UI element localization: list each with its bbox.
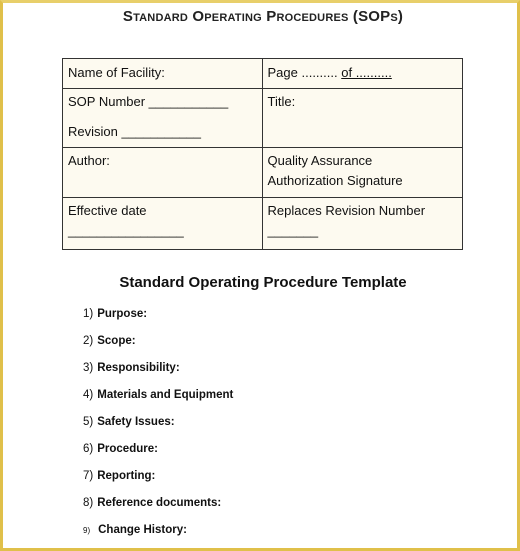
sop-header-table — [62, 58, 463, 250]
title-label: Title: — [267, 94, 296, 109]
list-item — [83, 305, 233, 332]
author-label: Author: — [68, 153, 110, 168]
replaces-revision-label: Replaces Revision Number — [267, 203, 426, 218]
item-label: Change History: — [98, 524, 187, 536]
qa-label-line2: Authorization Signature — [267, 173, 403, 188]
item-label: Materials and Equipment — [97, 389, 234, 401]
item-label: Procedure: — [97, 443, 158, 455]
replaces-revision-blank: _______ — [267, 223, 319, 238]
sop-number-cell — [63, 89, 263, 148]
effective-date-label: Effective date — [68, 203, 147, 218]
page-of: of .......... — [341, 65, 392, 80]
list-item — [83, 386, 233, 413]
item-number: 2) — [83, 335, 94, 347]
list-item — [83, 359, 233, 386]
template-sections-list — [83, 305, 233, 548]
table-row — [63, 148, 463, 198]
replaces-revision-cell — [262, 198, 462, 250]
sop-number-field: SOP Number ___________ — [68, 94, 229, 109]
list-item — [83, 440, 233, 467]
item-number: 7) — [83, 470, 94, 482]
item-label: Reference documents: — [97, 497, 222, 509]
list-item — [83, 521, 233, 548]
list-item — [83, 413, 233, 440]
facility-label: Name of Facility: — [68, 65, 165, 80]
item-number: 3) — [83, 362, 94, 374]
list-item — [83, 494, 233, 521]
page-prefix: Page .......... — [267, 65, 338, 80]
effective-date-cell — [63, 198, 263, 250]
table-row — [63, 198, 463, 250]
effective-date-blank: ________________ — [68, 223, 184, 238]
page-field — [268, 63, 457, 83]
revision-field: Revision ___________ — [68, 124, 201, 139]
qa-signature-cell — [262, 148, 462, 198]
list-item — [83, 467, 233, 494]
template-title: Standard Operating Procedure Template — [119, 274, 407, 291]
item-label: Reporting: — [97, 470, 156, 482]
item-label: Purpose: — [97, 308, 148, 320]
item-number: 6) — [83, 443, 94, 455]
list-item — [83, 332, 233, 359]
item-label: Scope: — [97, 335, 136, 347]
page-cell — [262, 59, 462, 89]
item-number: 8) — [83, 497, 94, 509]
qa-label-line1: Quality Assurance — [267, 153, 373, 168]
item-label: Safety Issues: — [97, 416, 175, 428]
item-number: 4) — [83, 389, 94, 401]
item-label: Responsibility: — [97, 362, 180, 374]
title-cell — [262, 89, 462, 148]
document-title: Standard Operating Procedures (SOPs) — [122, 8, 404, 25]
table-row — [63, 89, 463, 148]
item-number: 1) — [83, 308, 94, 320]
table-row — [63, 59, 463, 89]
facility-cell — [63, 59, 263, 89]
item-number: 9) — [83, 526, 91, 535]
author-cell — [63, 148, 263, 198]
item-number: 5) — [83, 416, 94, 428]
